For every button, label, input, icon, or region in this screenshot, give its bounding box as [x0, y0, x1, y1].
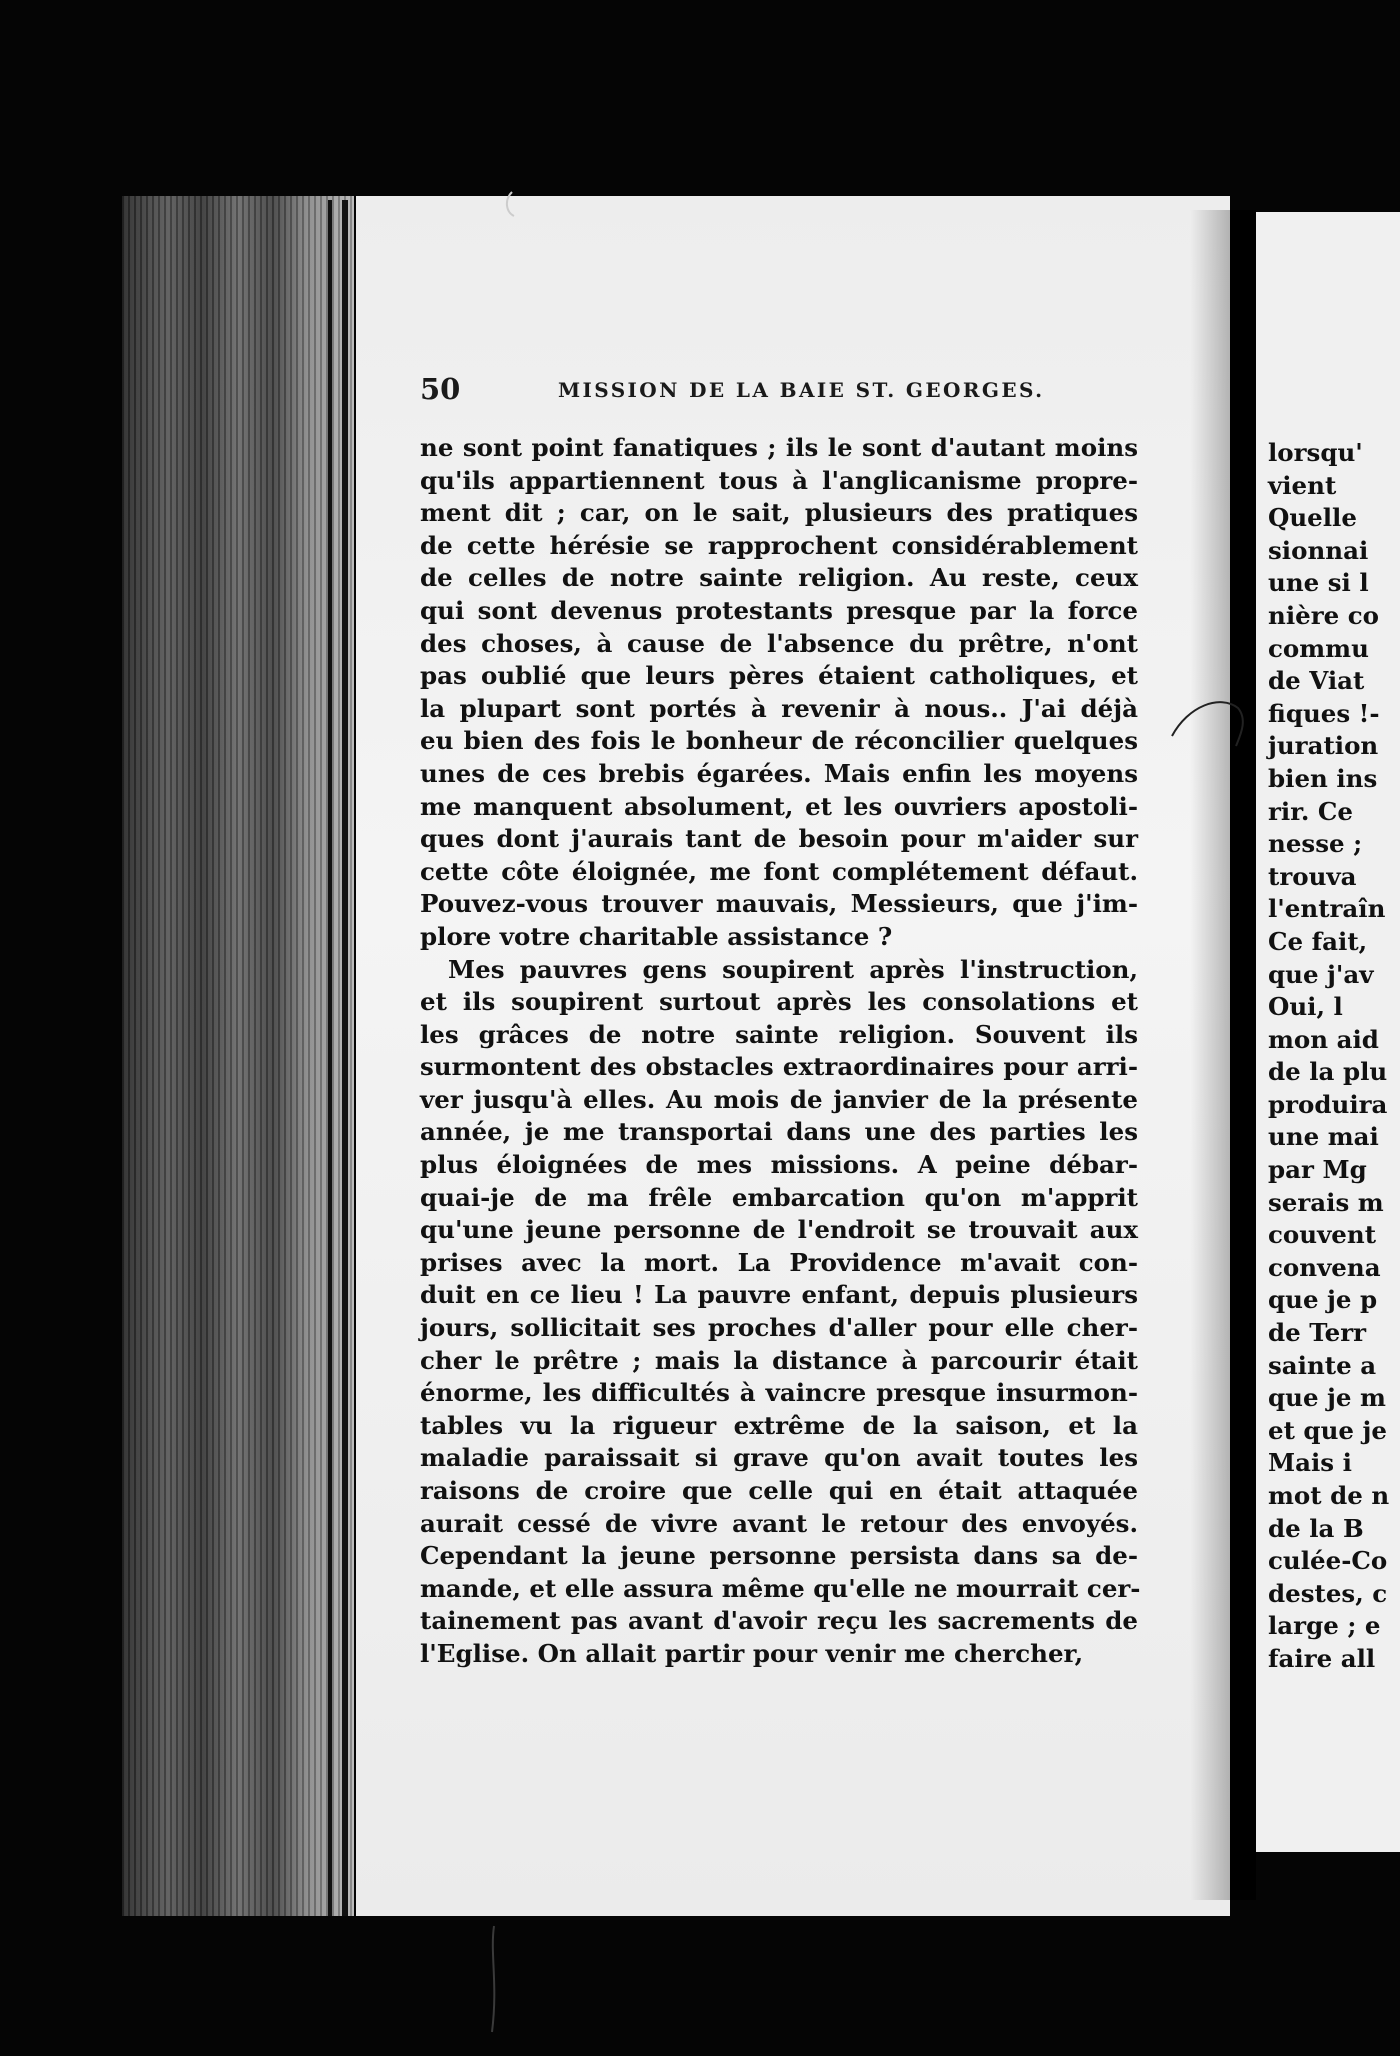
text-line: tainement pas avant d'avoir reçu les sacrements de — [420, 1606, 1138, 1636]
text-line: qu'une jeune personne de l'endroit se trouvait aux — [420, 1215, 1138, 1245]
text-line: destes, c — [1268, 1578, 1388, 1608]
text-line: ques dont j'aurais tant de besoin pour m'aider sur — [420, 824, 1138, 854]
text-line: sionnai — [1268, 535, 1369, 565]
text-line: large ; e — [1268, 1611, 1381, 1641]
text-line: cette côte éloignée, me font complétement défaut. — [420, 856, 1138, 886]
text-line: eu bien des fois le bonheur de réconcilier quelques — [420, 726, 1138, 756]
text-line: quai-je de ma frêle embarcation qu'on m'apprit — [420, 1182, 1138, 1212]
text-line: unes de ces brebis égarées. Mais enfin les moyens — [420, 758, 1138, 788]
text-line: et que je — [1268, 1415, 1387, 1445]
text-line: couvent — [1268, 1220, 1377, 1250]
text-line: faire all — [1268, 1643, 1376, 1673]
text-line: l'Eglise. On allait partir pour venir me chercher, — [420, 1638, 1084, 1668]
text-line: une mai — [1268, 1122, 1379, 1152]
text-line: lorsqu' — [1268, 438, 1363, 467]
text-line: sainte a — [1268, 1350, 1377, 1380]
text-line: me manquent absolument, et les ouvriers apostoli- — [420, 791, 1138, 821]
text-line: Quelle — [1268, 503, 1357, 533]
text-line: Cependant la jeune personne persista dans sa de- — [420, 1541, 1138, 1571]
text-line: par Mg — [1268, 1155, 1367, 1185]
text-line: maladie paraissait si grave qu'on avait toutes les — [420, 1443, 1138, 1473]
text-line: trouva — [1268, 861, 1357, 891]
text-line: de cette hérésie se rapprochent considérablement — [420, 530, 1138, 560]
binding-rule — [328, 200, 332, 1916]
book-gutter — [1230, 210, 1256, 1900]
text-line: de celles de notre sainte religion. Au reste, ceux — [420, 563, 1138, 593]
text-line: qu'ils appartiennent tous à l'anglicanisme propre- — [420, 465, 1138, 495]
text-line: que je m — [1268, 1383, 1386, 1413]
text-line: ver jusqu'à elles. Au mois de janvier de la présente — [420, 1084, 1138, 1114]
text-line: de Viat — [1268, 666, 1365, 696]
text-line: plus éloignées de mes missions. A peine débar- — [420, 1150, 1138, 1180]
text-line: pas oublié que leurs pères étaient catholiques, et — [420, 661, 1138, 691]
text-line: Mes pauvres gens soupirent après l'instruction, — [448, 954, 1138, 984]
page-edges — [122, 196, 354, 1916]
text-line: l'entraîn — [1268, 894, 1386, 924]
text-line: une si l — [1268, 568, 1369, 598]
text-line: Ce fait, — [1268, 926, 1368, 956]
page-header — [420, 372, 1140, 412]
text-line: vient — [1268, 470, 1337, 500]
body-text — [420, 432, 1141, 1671]
text-line: de la plu — [1268, 1057, 1388, 1087]
text-line: convena — [1268, 1252, 1381, 1282]
text-line: nesse ; — [1268, 829, 1363, 859]
text-line: que j'av — [1268, 959, 1374, 989]
text-line: énorme, les difficultés à vaincre presque insurmon- — [420, 1378, 1138, 1408]
text-line: la plupart sont portés à revenir à nous.. J'ai déjà — [420, 693, 1138, 723]
text-line: culée-Co — [1268, 1546, 1388, 1576]
text-line: ne sont point fanatiques ; ils le sont d'autant moins — [420, 433, 1138, 462]
text-line: bien ins — [1268, 763, 1378, 793]
right-page-text — [1268, 437, 1389, 1676]
running-head: MISSION DE LA BAIE ST. GEORGES. — [558, 378, 1045, 402]
text-line: cher le prêtre ; mais la distance à parcourir était — [420, 1345, 1138, 1375]
text-line: ment dit ; car, on le sait, plusieurs des pratiques — [420, 498, 1138, 528]
text-line: juration — [1268, 731, 1379, 761]
text-line: duit en ce lieu ! La pauvre enfant, depuis plusieurs — [420, 1280, 1138, 1310]
text-line: de Terr — [1268, 1318, 1367, 1348]
text-line: Pouvez-vous trouver mauvais, Messieurs, que j'im- — [420, 889, 1138, 919]
text-line: qui sont devenus protestants presque par la force — [420, 595, 1138, 625]
text-line: surmontent des obstacles extraordinaires pour arri- — [420, 1052, 1138, 1082]
text-line: nière co — [1268, 600, 1379, 630]
text-line: rir. Ce — [1268, 796, 1354, 826]
scan-artifact-line — [484, 1924, 504, 2034]
text-line: que je p — [1268, 1285, 1378, 1315]
text-line: aurait cessé de vivre avant le retour des envoyés. — [420, 1508, 1138, 1538]
text-line: serais m — [1268, 1187, 1384, 1217]
text-line: Oui, l — [1268, 992, 1343, 1022]
handwritten-bracket-mark — [1170, 686, 1246, 756]
text-line: raisons de croire que celle qui en était attaquée — [420, 1476, 1138, 1505]
text-line: plore votre charitable assistance ? — [420, 921, 893, 951]
text-line: prises avec la mort. La Providence m'avait con- — [420, 1247, 1138, 1277]
text-line: tables vu la rigueur extrême de la saison, et la — [420, 1410, 1138, 1440]
text-line: de la B — [1268, 1513, 1364, 1543]
text-line: les grâces de notre sainte religion. Souvent ils — [420, 1019, 1138, 1049]
text-line: commu — [1268, 633, 1369, 663]
text-line: des choses, à cause de l'absence du prêtre, n'ont — [420, 628, 1138, 658]
binding-rule — [342, 200, 348, 1916]
text-line: jours, sollicitait ses proches d'aller pour elle cher- — [420, 1313, 1138, 1343]
text-line: fiques !- — [1268, 698, 1380, 728]
handwritten-mark — [500, 190, 524, 220]
text-line: mot de n — [1268, 1481, 1390, 1510]
text-line: mande, et elle assura même qu'elle ne mourrait cer- — [420, 1573, 1141, 1603]
text-line: produira — [1268, 1089, 1388, 1119]
right-page — [1256, 212, 1400, 1852]
text-line: et ils soupirent surtout après les consolations et — [420, 987, 1138, 1017]
text-line: année, je me transportai dans une des parties les — [420, 1117, 1138, 1147]
gutter-shadow — [1190, 210, 1230, 1900]
page-number: 50 — [420, 372, 461, 406]
text-line: mon aid — [1268, 1024, 1379, 1054]
text-line: Mais i — [1268, 1448, 1352, 1478]
